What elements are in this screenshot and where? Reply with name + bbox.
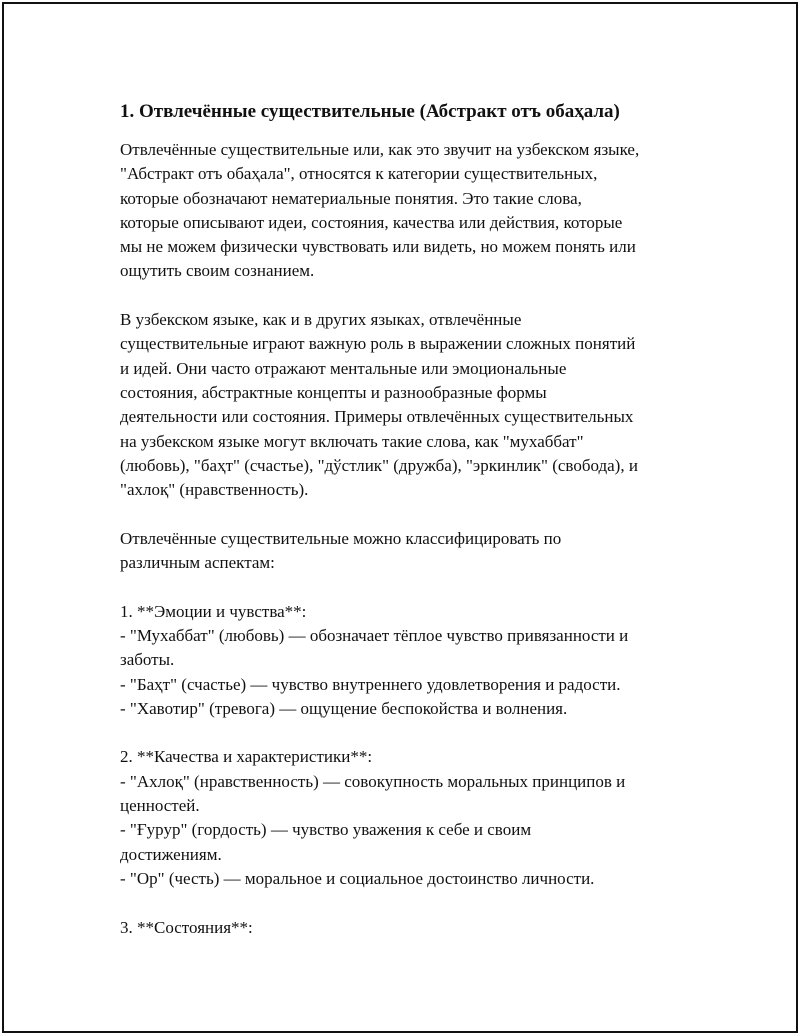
spacer xyxy=(120,575,700,599)
paragraph-classification: Отвлечённые существительные можно классифицировать по различным аспектам: xyxy=(120,528,562,573)
section-title: 1. Отвлечённые существительные (Абстракт отъ обаҳала) xyxy=(120,101,620,122)
document-body xyxy=(120,100,700,940)
list-emotions: 1. **Эмоции и чувства**: - "Мухаббат" (любовь) — обозначает тёплое чувство привязанности и заботы. - "Баҳт" (счастье) — чувство внутреннего удовлетворения и радости. - "Хавотир" (тревога) — ощущение беспокойства и волнения. xyxy=(120,601,629,718)
spacer xyxy=(120,721,700,745)
spacer xyxy=(120,284,700,308)
list-states: 3. **Состояния**: xyxy=(120,917,253,937)
list-qualities: 2. **Качества и характеристики**: - "Ахлоқ" (нравственность) — совокупность моральных принципов и ценностей. - "Ғурур" (гордость) — чувство уважения к себе и своим достижениям. - "Ор" (честь) — моральное и социальное достоинство личности. xyxy=(120,747,626,888)
spacer xyxy=(120,891,700,915)
paragraph-role: В узбекском языке, как и в других языках, отвлечённые существительные играют важную роль в выражении сложных понятий и идей. Они часто отражают ментальные или эмоциональные состояния, абстрактные концепты и разнообразные формы деятельности или состояния. Примеры отвлечённых существительных на узбекском языке могут включать такие слова, как "мухаббат" (любовь), "баҳт" (счастье), "дўстлик" (дружба), "эркинлик" (свобода), и "ахлоқ" (нравственность). xyxy=(120,310,638,500)
spacer xyxy=(120,502,700,526)
document-page xyxy=(2,2,798,1033)
spacer xyxy=(120,124,700,138)
paragraph-intro: Отвлечённые существительные или, как это звучит на узбекском языке, "Абстракт отъ обаҳала", относятся к категории существительных, которые обозначают нематериальные понятия. Это такие слова, которые описывают идеи, состояния, качества или действия, которые мы не можем физически чувствовать или видеть, но можем понять или ощутить своим сознанием. xyxy=(120,140,640,281)
